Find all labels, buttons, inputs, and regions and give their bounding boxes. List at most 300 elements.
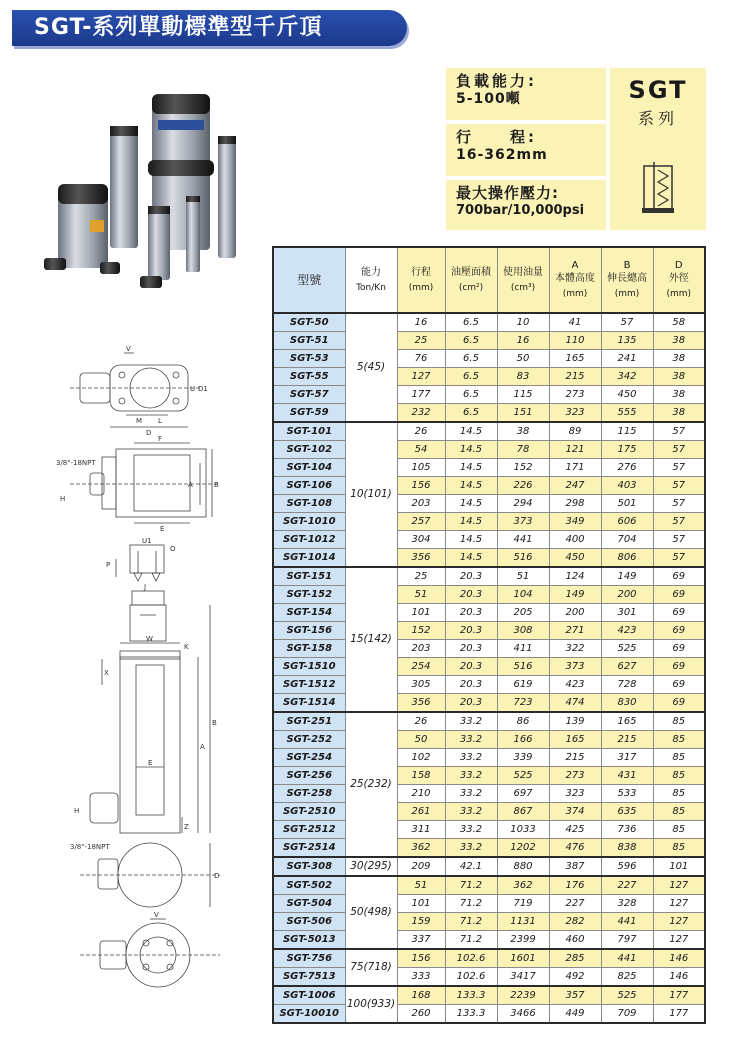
model-cell: SGT-59 — [273, 404, 345, 423]
d-cell: 85 — [653, 767, 705, 785]
b-cell: 241 — [601, 350, 653, 368]
table-row — [273, 986, 705, 1005]
b-cell: 301 — [601, 604, 653, 622]
spec-load-capacity — [446, 68, 606, 120]
stroke-cell: 232 — [397, 404, 445, 423]
col-header-b-letter: B — [623, 260, 631, 271]
table-row — [273, 749, 705, 767]
d-cell: 85 — [653, 749, 705, 767]
col-header-oil-label: 使用油量 — [503, 266, 543, 278]
area-cell: 14.5 — [445, 459, 497, 477]
col-header-d — [653, 247, 705, 313]
b-cell: 342 — [601, 368, 653, 386]
dim-label-o: O — [170, 545, 176, 553]
area-cell: 33.2 — [445, 767, 497, 785]
model-cell: SGT-53 — [273, 350, 345, 368]
stroke-cell: 105 — [397, 459, 445, 477]
area-cell: 33.2 — [445, 731, 497, 749]
dim-label-x: X — [104, 669, 109, 677]
a-cell: 357 — [549, 986, 601, 1005]
capacity-cell: 5(45) — [345, 313, 397, 422]
oil-cell: 619 — [497, 676, 549, 694]
table-row — [273, 404, 705, 423]
d-cell: 101 — [653, 857, 705, 876]
table-row — [273, 694, 705, 713]
area-cell: 14.5 — [445, 422, 497, 441]
b-cell: 555 — [601, 404, 653, 423]
area-cell: 6.5 — [445, 368, 497, 386]
b-cell: 227 — [601, 876, 653, 895]
dim-label-a: A — [188, 481, 193, 489]
d-cell: 85 — [653, 785, 705, 803]
model-cell: SGT-7513 — [273, 968, 345, 987]
a-cell: 247 — [549, 477, 601, 495]
model-cell: SGT-254 — [273, 749, 345, 767]
b-cell: 200 — [601, 586, 653, 604]
b-cell: 830 — [601, 694, 653, 713]
a-cell: 425 — [549, 821, 601, 839]
a-cell: 298 — [549, 495, 601, 513]
model-cell: SGT-1006 — [273, 986, 345, 1005]
model-cell: SGT-1512 — [273, 676, 345, 694]
area-cell: 71.2 — [445, 895, 497, 913]
b-cell: 149 — [601, 567, 653, 586]
a-cell: 121 — [549, 441, 601, 459]
area-cell: 20.3 — [445, 586, 497, 604]
area-cell: 14.5 — [445, 477, 497, 495]
a-cell: 273 — [549, 767, 601, 785]
oil-cell: 525 — [497, 767, 549, 785]
b-cell: 115 — [601, 422, 653, 441]
table-row — [273, 876, 705, 895]
area-cell: 33.2 — [445, 803, 497, 821]
oil-cell: 16 — [497, 332, 549, 350]
col-header-area-label: 油壓面積 — [451, 266, 491, 278]
table-row — [273, 895, 705, 913]
area-cell: 42.1 — [445, 857, 497, 876]
col-header-b-label: 伸長總高 — [607, 273, 647, 284]
stroke-cell: 159 — [397, 913, 445, 931]
d-cell: 57 — [653, 422, 705, 441]
spec-max-pressure — [446, 180, 606, 230]
table-row — [273, 640, 705, 658]
area-cell: 6.5 — [445, 404, 497, 423]
dim-label-u1: U1 — [142, 537, 152, 545]
table-row — [273, 821, 705, 839]
oil-cell: 10 — [497, 313, 549, 332]
b-cell: 450 — [601, 386, 653, 404]
table-row — [273, 513, 705, 531]
model-cell: SGT-252 — [273, 731, 345, 749]
stroke-cell: 305 — [397, 676, 445, 694]
area-cell: 20.3 — [445, 676, 497, 694]
stroke-cell: 209 — [397, 857, 445, 876]
stroke-cell: 54 — [397, 441, 445, 459]
area-cell: 33.2 — [445, 785, 497, 803]
a-cell: 423 — [549, 676, 601, 694]
area-cell: 133.3 — [445, 1005, 497, 1024]
b-cell: 606 — [601, 513, 653, 531]
model-cell: SGT-2510 — [273, 803, 345, 821]
stroke-cell: 356 — [397, 549, 445, 568]
col-header-stroke-unit: (mm) — [408, 282, 434, 293]
a-cell: 165 — [549, 350, 601, 368]
area-cell: 6.5 — [445, 332, 497, 350]
col-header-oil-unit: (cm³) — [510, 282, 536, 293]
drawing-bolt-circle-view — [80, 919, 220, 987]
col-header-a-label: 本體高度 — [555, 273, 595, 284]
a-cell: 460 — [549, 931, 601, 950]
table-row — [273, 803, 705, 821]
col-header-a-letter: A — [571, 260, 579, 271]
single-acting-cylinder-icon — [640, 160, 676, 216]
area-cell: 6.5 — [445, 350, 497, 368]
area-cell: 20.3 — [445, 640, 497, 658]
oil-cell: 441 — [497, 531, 549, 549]
oil-cell: 104 — [497, 586, 549, 604]
d-cell: 177 — [653, 986, 705, 1005]
table-row — [273, 839, 705, 858]
b-cell: 736 — [601, 821, 653, 839]
dim-label-b2: B — [212, 719, 217, 727]
stroke-cell: 50 — [397, 731, 445, 749]
d-cell: 57 — [653, 441, 705, 459]
stroke-cell: 362 — [397, 839, 445, 858]
series-badge — [610, 68, 706, 230]
a-cell: 215 — [549, 749, 601, 767]
a-cell: 374 — [549, 803, 601, 821]
a-cell: 200 — [549, 604, 601, 622]
pressure-label: 最大操作壓力: — [456, 184, 559, 202]
product-photo — [40, 90, 240, 310]
a-cell: 476 — [549, 839, 601, 858]
capacity-cell: 10(101) — [345, 422, 397, 567]
b-cell: 175 — [601, 441, 653, 459]
stroke-cell: 16 — [397, 313, 445, 332]
stroke-cell: 333 — [397, 968, 445, 987]
oil-cell: 719 — [497, 895, 549, 913]
dim-label-f: F — [158, 435, 163, 443]
d-cell: 127 — [653, 913, 705, 931]
dimension-drawings — [50, 345, 270, 1005]
table-row — [273, 549, 705, 568]
area-cell: 6.5 — [445, 313, 497, 332]
table-row — [273, 968, 705, 987]
table-row — [273, 332, 705, 350]
b-cell: 596 — [601, 857, 653, 876]
stroke-cell: 257 — [397, 513, 445, 531]
b-cell: 328 — [601, 895, 653, 913]
col-header-b — [601, 247, 653, 313]
model-cell: SGT-1010 — [273, 513, 345, 531]
stroke-cell: 127 — [397, 368, 445, 386]
table-row — [273, 459, 705, 477]
oil-cell: 50 — [497, 350, 549, 368]
dim-label-port2: 3/8"-18NPT — [70, 843, 110, 851]
area-cell: 20.3 — [445, 604, 497, 622]
a-cell: 373 — [549, 658, 601, 676]
a-cell: 349 — [549, 513, 601, 531]
area-cell: 14.5 — [445, 441, 497, 459]
d-cell: 38 — [653, 332, 705, 350]
model-cell: SGT-1014 — [273, 549, 345, 568]
table-row — [273, 1005, 705, 1024]
model-cell: SGT-152 — [273, 586, 345, 604]
drawing-side-view — [70, 443, 220, 523]
col-header-a-unit: (mm) — [562, 289, 588, 299]
d-cell: 85 — [653, 803, 705, 821]
a-cell: 139 — [549, 712, 601, 731]
model-cell: SGT-756 — [273, 949, 345, 968]
stroke-cell: 25 — [397, 332, 445, 350]
d-cell: 57 — [653, 513, 705, 531]
table-row — [273, 313, 705, 332]
stroke-cell: 356 — [397, 694, 445, 713]
dim-label-u: U — [190, 385, 196, 393]
b-cell: 806 — [601, 549, 653, 568]
dim-label-h: H — [60, 495, 66, 503]
area-cell: 133.3 — [445, 986, 497, 1005]
model-cell: SGT-57 — [273, 386, 345, 404]
oil-cell: 115 — [497, 386, 549, 404]
area-cell: 6.5 — [445, 386, 497, 404]
col-header-model — [273, 247, 345, 313]
stroke-cell: 158 — [397, 767, 445, 785]
stroke-cell: 311 — [397, 821, 445, 839]
area-cell: 14.5 — [445, 531, 497, 549]
stroke-cell: 101 — [397, 604, 445, 622]
a-cell: 492 — [549, 968, 601, 987]
d-cell: 127 — [653, 895, 705, 913]
stroke-cell: 203 — [397, 640, 445, 658]
b-cell: 728 — [601, 676, 653, 694]
a-cell: 165 — [549, 731, 601, 749]
d-cell: 127 — [653, 876, 705, 895]
model-cell: SGT-55 — [273, 368, 345, 386]
table-row — [273, 368, 705, 386]
a-cell: 271 — [549, 622, 601, 640]
stroke-cell: 26 — [397, 422, 445, 441]
area-cell: 20.3 — [445, 694, 497, 713]
d-cell: 57 — [653, 549, 705, 568]
a-cell: 110 — [549, 332, 601, 350]
oil-cell: 880 — [497, 857, 549, 876]
b-cell: 441 — [601, 949, 653, 968]
model-cell: SGT-108 — [273, 495, 345, 513]
model-cell: SGT-502 — [273, 876, 345, 895]
b-cell: 525 — [601, 986, 653, 1005]
b-cell: 276 — [601, 459, 653, 477]
oil-cell: 294 — [497, 495, 549, 513]
stroke-cell: 26 — [397, 712, 445, 731]
d-cell: 85 — [653, 839, 705, 858]
d-cell: 57 — [653, 477, 705, 495]
d-cell: 69 — [653, 586, 705, 604]
area-cell: 71.2 — [445, 876, 497, 895]
dim-label-d2: D — [214, 872, 220, 880]
table-row — [273, 586, 705, 604]
stroke-cell: 76 — [397, 350, 445, 368]
dim-label-d: D — [146, 429, 152, 437]
d-cell: 127 — [653, 931, 705, 950]
oil-cell: 3417 — [497, 968, 549, 987]
oil-cell: 723 — [497, 694, 549, 713]
model-cell: SGT-101 — [273, 422, 345, 441]
a-cell: 176 — [549, 876, 601, 895]
area-cell: 14.5 — [445, 549, 497, 568]
stroke-cell: 261 — [397, 803, 445, 821]
b-cell: 317 — [601, 749, 653, 767]
model-cell: SGT-158 — [273, 640, 345, 658]
b-cell: 431 — [601, 767, 653, 785]
area-cell: 20.3 — [445, 622, 497, 640]
area-cell: 102.6 — [445, 968, 497, 987]
oil-cell: 516 — [497, 549, 549, 568]
b-cell: 709 — [601, 1005, 653, 1024]
table-row — [273, 531, 705, 549]
model-cell: SGT-506 — [273, 913, 345, 931]
area-cell: 33.2 — [445, 821, 497, 839]
model-cell: SGT-251 — [273, 712, 345, 731]
d-cell: 69 — [653, 640, 705, 658]
stroke-cell: 51 — [397, 876, 445, 895]
area-cell: 14.5 — [445, 513, 497, 531]
b-cell: 165 — [601, 712, 653, 731]
oil-cell: 697 — [497, 785, 549, 803]
model-cell: SGT-51 — [273, 332, 345, 350]
oil-cell: 38 — [497, 422, 549, 441]
a-cell: 282 — [549, 913, 601, 931]
table-row — [273, 604, 705, 622]
stroke-cell: 203 — [397, 495, 445, 513]
d-cell: 69 — [653, 622, 705, 640]
b-cell: 627 — [601, 658, 653, 676]
b-cell: 838 — [601, 839, 653, 858]
dim-label-m: M — [136, 417, 143, 425]
d-cell: 85 — [653, 821, 705, 839]
model-cell: SGT-256 — [273, 767, 345, 785]
stroke-cell: 337 — [397, 931, 445, 950]
a-cell: 89 — [549, 422, 601, 441]
capacity-cell: 30(295) — [345, 857, 397, 876]
area-cell: 71.2 — [445, 913, 497, 931]
col-header-a — [549, 247, 601, 313]
stroke-cell: 101 — [397, 895, 445, 913]
oil-cell: 516 — [497, 658, 549, 676]
a-cell: 323 — [549, 785, 601, 803]
drawing-plunger-detail — [116, 545, 166, 641]
table-row — [273, 658, 705, 676]
spec-table — [272, 246, 706, 1024]
col-header-stroke-label: 行程 — [411, 266, 431, 278]
a-cell: 215 — [549, 368, 601, 386]
col-header-capacity — [345, 247, 397, 313]
b-cell: 797 — [601, 931, 653, 950]
col-header-area-unit: (cm²) — [458, 282, 484, 293]
dim-label-j: J — [144, 583, 147, 591]
dim-label-z: Z — [184, 823, 189, 831]
capacity-cell: 100(933) — [345, 986, 397, 1023]
model-cell: SGT-50 — [273, 313, 345, 332]
oil-cell: 205 — [497, 604, 549, 622]
b-cell: 215 — [601, 731, 653, 749]
drawing-top-view — [70, 353, 200, 427]
b-cell: 135 — [601, 332, 653, 350]
oil-cell: 339 — [497, 749, 549, 767]
model-cell: SGT-1514 — [273, 694, 345, 713]
a-cell: 387 — [549, 857, 601, 876]
d-cell: 69 — [653, 676, 705, 694]
a-cell: 41 — [549, 313, 601, 332]
col-header-d-label: 外徑 — [668, 273, 689, 284]
b-cell: 525 — [601, 640, 653, 658]
stroke-cell: 51 — [397, 586, 445, 604]
a-cell: 449 — [549, 1005, 601, 1024]
oil-cell: 226 — [497, 477, 549, 495]
a-cell: 124 — [549, 567, 601, 586]
d-cell: 38 — [653, 368, 705, 386]
d-cell: 146 — [653, 968, 705, 987]
oil-cell: 362 — [497, 876, 549, 895]
capacity-cell: 75(718) — [345, 949, 397, 986]
dim-label-p: P — [106, 561, 111, 569]
stroke-cell: 25 — [397, 567, 445, 586]
model-cell: SGT-102 — [273, 441, 345, 459]
model-cell: SGT-308 — [273, 857, 345, 876]
table-row — [273, 785, 705, 803]
capacity-cell: 15(142) — [345, 567, 397, 712]
stroke-cell: 156 — [397, 477, 445, 495]
table-row — [273, 441, 705, 459]
dim-label-port: 3/8"-18NPT — [56, 459, 96, 467]
col-header-area — [445, 247, 497, 313]
model-cell: SGT-104 — [273, 459, 345, 477]
page-title: SGT-系列單動標準型千斤頂 — [12, 10, 407, 46]
d-cell: 57 — [653, 459, 705, 477]
col-header-d-letter: D — [674, 260, 683, 271]
d-cell: 38 — [653, 350, 705, 368]
stroke-cell: 210 — [397, 785, 445, 803]
a-cell: 171 — [549, 459, 601, 477]
drawing-base-view — [80, 843, 220, 907]
oil-cell: 2239 — [497, 986, 549, 1005]
model-cell: SGT-2514 — [273, 839, 345, 858]
area-cell: 33.2 — [445, 712, 497, 731]
d-cell: 38 — [653, 404, 705, 423]
model-cell: SGT-258 — [273, 785, 345, 803]
d-cell: 69 — [653, 604, 705, 622]
a-cell: 227 — [549, 895, 601, 913]
oil-cell: 867 — [497, 803, 549, 821]
series-code: SGT — [628, 76, 688, 104]
stroke-label: 行 程: — [456, 128, 537, 146]
dim-label-a2: A — [200, 743, 205, 751]
d-cell: 177 — [653, 1005, 705, 1024]
b-cell: 635 — [601, 803, 653, 821]
stroke-cell: 304 — [397, 531, 445, 549]
oil-cell: 1601 — [497, 949, 549, 968]
d-cell: 69 — [653, 658, 705, 676]
table-row — [273, 495, 705, 513]
a-cell: 149 — [549, 586, 601, 604]
spec-stroke — [446, 124, 606, 176]
table-row — [273, 622, 705, 640]
table-row — [273, 350, 705, 368]
model-cell: SGT-10010 — [273, 1005, 345, 1024]
area-cell: 71.2 — [445, 931, 497, 950]
area-cell: 20.3 — [445, 658, 497, 676]
d-cell: 69 — [653, 567, 705, 586]
